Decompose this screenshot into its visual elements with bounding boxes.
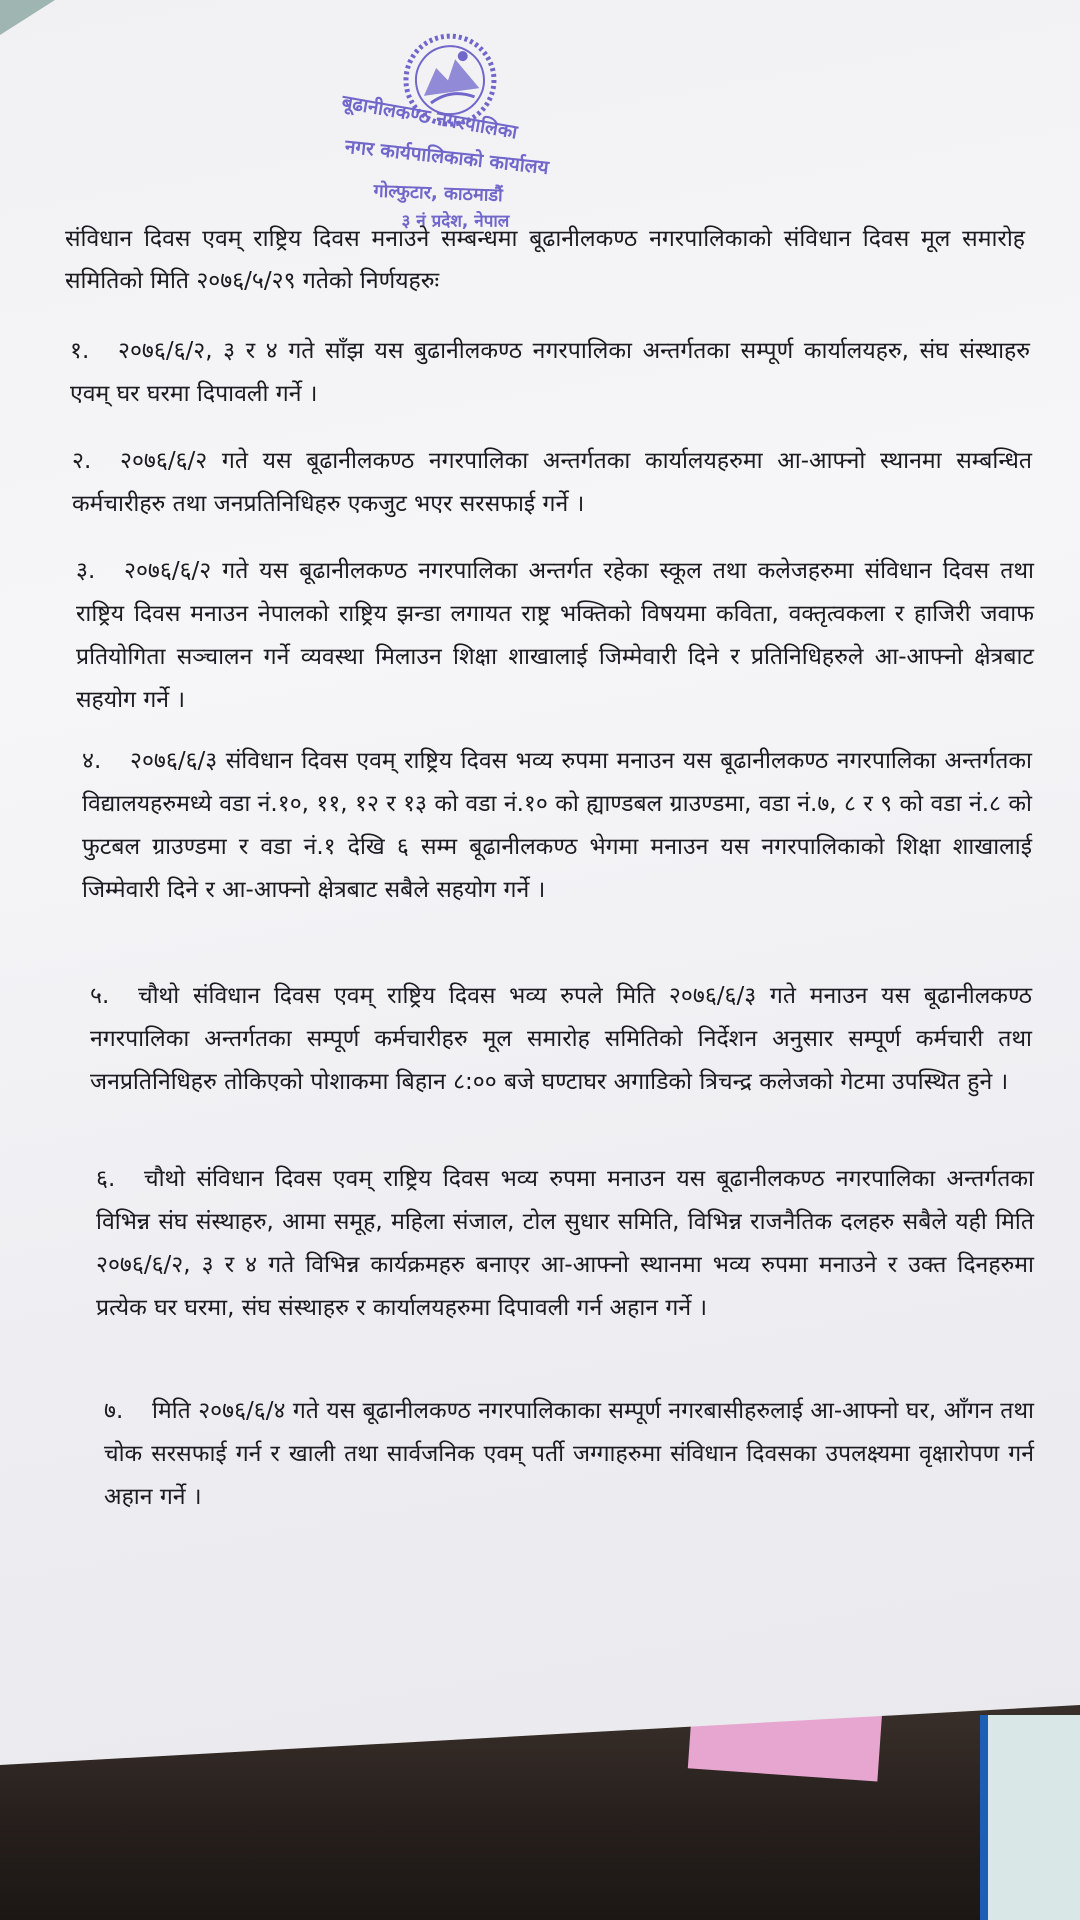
decision-text: २०७६/६/३ संविधान दिवस एवम् राष्ट्रिय दिवस भव्य रुपमा मनाउन यस बूढानीलकण्ठ नगरपालिका अन्तर्गतका विद्यालयहरुमध्ये वडा नं.१०, ११, १२ र १३ को वडा नं.१० को ह्याण्डबल ग्राउण्डमा, वडा नं.७, ८ र ९ को वडा नं.८ को फुटबल ग्राउण्डमा र वडा नं.१ देखि ६ सम्म बूढानीलकण्ठ भेगमा मनाउन यस नगरपालिकाको शिक्षा शाखालाई जिम्मेवारी दिने र आ-आफ्नो क्षेत्रबाट सबैले सहयोग गर्ने ।	[82, 748, 1032, 903]
decision-number: ५.	[90, 983, 110, 1009]
decision-number: ४.	[82, 748, 102, 774]
decision-item-5	[90, 975, 1032, 1104]
decision-number: ६.	[96, 1166, 116, 1192]
decision-text: चौथो संविधान दिवस एवम् राष्ट्रिय दिवस भव्य रुपमा मनाउन यस बूढानीलकण्ठ नगरपालिका अन्तर्गतका विभिन्न संघ संस्थाहरु, आमा समूह, महिला संजाल, टोल सुधार समिति, विभिन्न राजनैतिक दलहरु सबैले यही मिति २०७६/६/२, ३ र ४ गते विभिन्न कार्यक्रमहरु बनाएर आ-आफ्नो स्थानमा भव्य रुपमा मनाउने र उक्त दिनहरुमा प्रत्येक घर घरमा, संघ संस्थाहरु र कार्यालयहरुमा दिपावली गर्न अहान गर्ने ।	[96, 1166, 1034, 1321]
decision-item-7	[104, 1390, 1034, 1519]
decision-text: २०७६/६/२ गते यस बूढानीलकण्ठ नगरपालिका अन्तर्गतका कार्यालयहरुमा आ-आफ्नो स्थानमा सम्बन्धित कर्मचारीहरु तथा जनप्रतिनिधिहरु एकजुट भएर सरसफाई गर्ने ।	[72, 448, 1032, 517]
intro-paragraph: संविधान दिवस एवम् राष्ट्रिय दिवस मनाउने सम्बन्धमा बूढानीलकण्ठ नगरपालिकाको संविधान दिवस मूल समारोह समितिको मिति २०७६/५/२९ गतेको निर्णयहरुः	[65, 226, 1025, 294]
decision-number: १.	[70, 338, 90, 364]
decision-text: २०७६/६/२ गते यस बूढानीलकण्ठ नगरपालिका अन्तर्गत रहेका स्कूल तथा कलेजहरुमा संविधान दिवस तथा राष्ट्रिय दिवस मनाउन नेपालको राष्ट्रिय झन्डा लगायत राष्ट्र भक्तिको विषयमा कविता, वक्तृत्वकला र हाजिरी जवाफ प्रतियोगिता सञ्चालन गर्ने व्यवस्था मिलाउन शिक्षा शाखालाई जिम्मेवारी दिने र प्रतिनिधिहरुले आ-आफ्नो क्षेत्रबाट सहयोग गर्ने ।	[76, 558, 1034, 713]
decision-number: २.	[72, 448, 92, 474]
decision-item-4	[82, 740, 1032, 912]
decision-item-6	[96, 1158, 1034, 1330]
decision-item-3	[76, 550, 1034, 722]
decision-number: ७.	[104, 1398, 124, 1424]
seal-text-4: ३ नं प्रदेश, नेपाल	[401, 211, 510, 232]
decision-number: ३.	[76, 558, 96, 584]
decision-text: मिति २०७६/६/४ गते यस बूढानीलकण्ठ नगरपालिकाका सम्पूर्ण नगरबासीहरुलाई आ-आफ्नो घर, आँगन तथा चोक सरसफाई गर्न र खाली तथा सार्वजनिक एवम् पर्ती जग्गाहरुमा संविधान दिवसका उपलक्ष्यमा वृक्षारोपण गर्न अहान गर्ने ।	[104, 1398, 1034, 1510]
decision-item-1	[70, 330, 1030, 416]
seal-text-3: गोल्फुटार, काठमाडौं	[373, 180, 504, 207]
decision-text: चौथो संविधान दिवस एवम् राष्ट्रिय दिवस भव्य रुपले मिति २०७६/६/३ गते मनाउन यस बूढानीलकण्ठ नगरपालिका अन्तर्गतका सम्पूर्ण कर्मचारीहरु मूल समारोह समितिको निर्देशन अनुसार सम्पूर्ण कर्मचारी तथा जनप्रतिनिधिहरु तोकिएको पोशाकमा बिहान ८:०० बजे घण्टाघर अगाडिको त्रिचन्द्र कलेजको गेटमा उपस्थित हुने ।	[90, 983, 1032, 1095]
seal-text-1: बूढानीलकण्ठ नगरपालिका	[340, 91, 520, 144]
decision-text: २०७६/६/२, ३ र ४ गते साँझ यस बुढानीलकण्ठ नगरपालिका अन्तर्गतका सम्पूर्ण कार्यालयहरु, संघ संस्थाहरु एवम् घर घरमा दिपावली गर्ने ।	[70, 338, 1030, 407]
decision-item-2	[72, 440, 1032, 526]
seal-text-2: नगर कार्यपालिकाको कार्यालय	[343, 135, 550, 179]
